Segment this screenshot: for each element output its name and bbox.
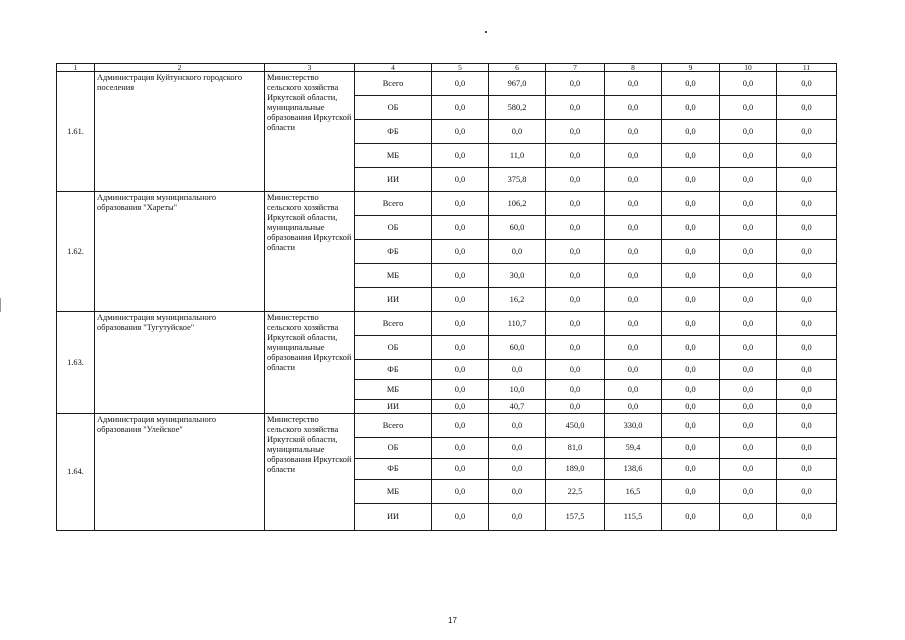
amount-cell: 0,0 [605,288,662,312]
amount-cell: 0,0 [605,336,662,360]
amount-cell: 0,0 [605,264,662,288]
amount-cell: 0,0 [777,459,837,480]
column-number: 6 [489,64,546,72]
column-number-row [57,64,837,72]
amount-cell: 0,0 [432,240,489,264]
amount-cell: 0,0 [432,360,489,380]
amount-cell: 0,0 [605,216,662,240]
funding-source: ОБ [355,216,432,240]
funding-source: ИИ [355,504,432,531]
amount-cell: 0,0 [432,288,489,312]
amount-cell: 138,6 [605,459,662,480]
funding-source: ФБ [355,360,432,380]
amount-cell: 330,0 [605,414,662,438]
amount-cell: 0,0 [605,168,662,192]
amount-cell: 0,0 [662,414,720,438]
column-number: 8 [605,64,662,72]
amount-cell: 0,0 [662,192,720,216]
amount-cell: 0,0 [777,288,837,312]
amount-cell: 0,0 [720,312,777,336]
funding-source: МБ [355,144,432,168]
amount-cell: 0,0 [432,504,489,531]
amount-cell: 16,5 [605,480,662,504]
amount-cell: 157,5 [546,504,605,531]
amount-cell: 0,0 [662,264,720,288]
amount-cell: 0,0 [662,120,720,144]
amount-cell: 0,0 [720,120,777,144]
amount-cell: 0,0 [720,459,777,480]
amount-cell: 0,0 [720,336,777,360]
amount-cell: 0,0 [662,72,720,96]
amount-cell: 0,0 [662,336,720,360]
amount-cell: 0,0 [777,414,837,438]
amount-cell: 10,0 [489,380,546,400]
funding-source: Всего [355,192,432,216]
amount-cell: 0,0 [605,120,662,144]
funding-source: ОБ [355,336,432,360]
entry-number: 1.64. [57,414,95,531]
amount-cell: 0,0 [546,192,605,216]
table-row [57,312,837,336]
amount-cell: 0,0 [662,288,720,312]
amount-cell: 0,0 [720,400,777,414]
amount-cell: 0,0 [432,414,489,438]
amount-cell: 0,0 [662,400,720,414]
funding-source: МБ [355,480,432,504]
amount-cell: 0,0 [605,360,662,380]
amount-cell: 0,0 [605,400,662,414]
entry-number: 1.62. [57,192,95,312]
funding-source: ФБ [355,459,432,480]
organization-name: Администрация Куйтунского городского поселения [95,72,265,192]
amount-cell: 0,0 [432,336,489,360]
amount-cell: 0,0 [777,240,837,264]
funding-source: ИИ [355,400,432,414]
funding-source: ИИ [355,288,432,312]
column-number: 10 [720,64,777,72]
amount-cell: 0,0 [720,168,777,192]
amount-cell: 0,0 [432,168,489,192]
column-number: 1 [57,64,95,72]
table-row [57,414,837,438]
amount-cell: 0,0 [720,414,777,438]
amount-cell: 0,0 [777,216,837,240]
amount-cell: 0,0 [777,192,837,216]
funding-source: ИИ [355,168,432,192]
amount-cell: 580,2 [489,96,546,120]
amount-cell: 0,0 [546,264,605,288]
amount-cell: 81,0 [546,438,605,459]
amount-cell: 0,0 [662,438,720,459]
column-number: 5 [432,64,489,72]
amount-cell: 0,0 [546,72,605,96]
amount-cell: 0,0 [432,459,489,480]
amount-cell: 0,0 [489,120,546,144]
responsible-ministry: Министерство сельского хозяйства Иркутской области, муниципальные образования Иркутской области [265,72,355,192]
amount-cell: 0,0 [777,438,837,459]
amount-cell: 0,0 [720,192,777,216]
amount-cell: 0,0 [777,504,837,531]
amount-cell: 0,0 [777,96,837,120]
amount-cell: 0,0 [777,72,837,96]
table-row [57,72,837,96]
amount-cell: 0,0 [777,400,837,414]
amount-cell: 0,0 [546,336,605,360]
amount-cell: 0,0 [432,96,489,120]
column-number: 4 [355,64,432,72]
funding-source: МБ [355,380,432,400]
amount-cell: 0,0 [720,144,777,168]
amount-cell: 375,8 [489,168,546,192]
amount-cell: 0,0 [432,480,489,504]
amount-cell: 0,0 [546,144,605,168]
funding-source: Всего [355,72,432,96]
scan-speck [485,31,487,33]
amount-cell: 60,0 [489,336,546,360]
amount-cell: 0,0 [662,360,720,380]
amount-cell: 0,0 [432,438,489,459]
amount-cell: 0,0 [777,480,837,504]
amount-cell: 0,0 [662,312,720,336]
amount-cell: 0,0 [432,120,489,144]
amount-cell: 0,0 [546,380,605,400]
funding-source: ФБ [355,240,432,264]
column-number: 2 [95,64,265,72]
amount-cell: 0,0 [489,438,546,459]
amount-cell: 0,0 [720,380,777,400]
organization-name: Администрация муниципального образования "Тугутуйское" [95,312,265,414]
responsible-ministry: Министерство сельского хозяйства Иркутской области, муниципальные образования Иркутской области [265,312,355,414]
column-number: 11 [777,64,837,72]
amount-cell: 0,0 [605,96,662,120]
amount-cell: 0,0 [662,504,720,531]
amount-cell: 0,0 [777,264,837,288]
scan-edge-mark [0,298,1,312]
amount-cell: 0,0 [720,216,777,240]
funding-source: МБ [355,264,432,288]
amount-cell: 0,0 [546,120,605,144]
amount-cell: 0,0 [662,480,720,504]
amount-cell: 0,0 [432,400,489,414]
column-number: 7 [546,64,605,72]
amount-cell: 0,0 [720,480,777,504]
amount-cell: 0,0 [605,312,662,336]
amount-cell: 115,5 [605,504,662,531]
amount-cell: 0,0 [546,400,605,414]
amount-cell: 0,0 [777,168,837,192]
organization-name: Администрация муниципального образования "Хареты" [95,192,265,312]
funding-source: ОБ [355,96,432,120]
amount-cell: 0,0 [662,168,720,192]
amount-cell: 60,0 [489,216,546,240]
entry-number: 1.63. [57,312,95,414]
amount-cell: 0,0 [662,96,720,120]
amount-cell: 0,0 [546,312,605,336]
amount-cell: 0,0 [546,168,605,192]
amount-cell: 0,0 [432,144,489,168]
amount-cell: 0,0 [662,459,720,480]
amount-cell: 106,2 [489,192,546,216]
amount-cell: 0,0 [489,414,546,438]
column-number: 3 [265,64,355,72]
amount-cell: 0,0 [720,72,777,96]
amount-cell: 0,0 [720,240,777,264]
amount-cell: 0,0 [605,72,662,96]
amount-cell: 0,0 [489,480,546,504]
amount-cell: 0,0 [546,96,605,120]
amount-cell: 967,0 [489,72,546,96]
funding-source: Всего [355,312,432,336]
amount-cell: 0,0 [546,288,605,312]
budget-table [56,63,837,531]
amount-cell: 0,0 [662,144,720,168]
amount-cell: 0,0 [432,312,489,336]
amount-cell: 0,0 [777,336,837,360]
amount-cell: 0,0 [777,380,837,400]
amount-cell: 0,0 [720,438,777,459]
amount-cell: 0,0 [662,240,720,264]
amount-cell: 0,0 [489,240,546,264]
amount-cell: 0,0 [662,216,720,240]
responsible-ministry: Министерство сельского хозяйства Иркутской области, муниципальные образования Иркутской области [265,192,355,312]
amount-cell: 0,0 [546,216,605,240]
amount-cell: 0,0 [720,264,777,288]
amount-cell: 0,0 [489,459,546,480]
amount-cell: 0,0 [432,192,489,216]
amount-cell: 22,5 [546,480,605,504]
entry-number: 1.61. [57,72,95,192]
amount-cell: 110,7 [489,312,546,336]
amount-cell: 0,0 [489,360,546,380]
amount-cell: 0,0 [720,96,777,120]
amount-cell: 0,0 [432,216,489,240]
amount-cell: 11,0 [489,144,546,168]
amount-cell: 0,0 [777,360,837,380]
column-number: 9 [662,64,720,72]
amount-cell: 40,7 [489,400,546,414]
amount-cell: 0,0 [605,192,662,216]
organization-name: Администрация муниципального образования "Улейское" [95,414,265,531]
amount-cell: 0,0 [489,504,546,531]
amount-cell: 0,0 [546,360,605,380]
amount-cell: 0,0 [777,144,837,168]
page-number: 17 [448,616,457,625]
amount-cell: 30,0 [489,264,546,288]
amount-cell: 59,4 [605,438,662,459]
amount-cell: 0,0 [546,240,605,264]
amount-cell: 0,0 [720,360,777,380]
table-row [57,192,837,216]
amount-cell: 16,2 [489,288,546,312]
amount-cell: 0,0 [720,504,777,531]
amount-cell: 0,0 [605,380,662,400]
funding-source: Всего [355,414,432,438]
amount-cell: 0,0 [777,312,837,336]
amount-cell: 0,0 [605,240,662,264]
amount-cell: 0,0 [720,288,777,312]
funding-source: ФБ [355,120,432,144]
amount-cell: 189,0 [546,459,605,480]
amount-cell: 0,0 [432,380,489,400]
amount-cell: 0,0 [777,120,837,144]
funding-source: ОБ [355,438,432,459]
amount-cell: 0,0 [605,144,662,168]
amount-cell: 450,0 [546,414,605,438]
amount-cell: 0,0 [432,264,489,288]
responsible-ministry: Министерство сельского хозяйства Иркутской области, муниципальные образования Иркутской области [265,414,355,531]
amount-cell: 0,0 [432,72,489,96]
amount-cell: 0,0 [662,380,720,400]
